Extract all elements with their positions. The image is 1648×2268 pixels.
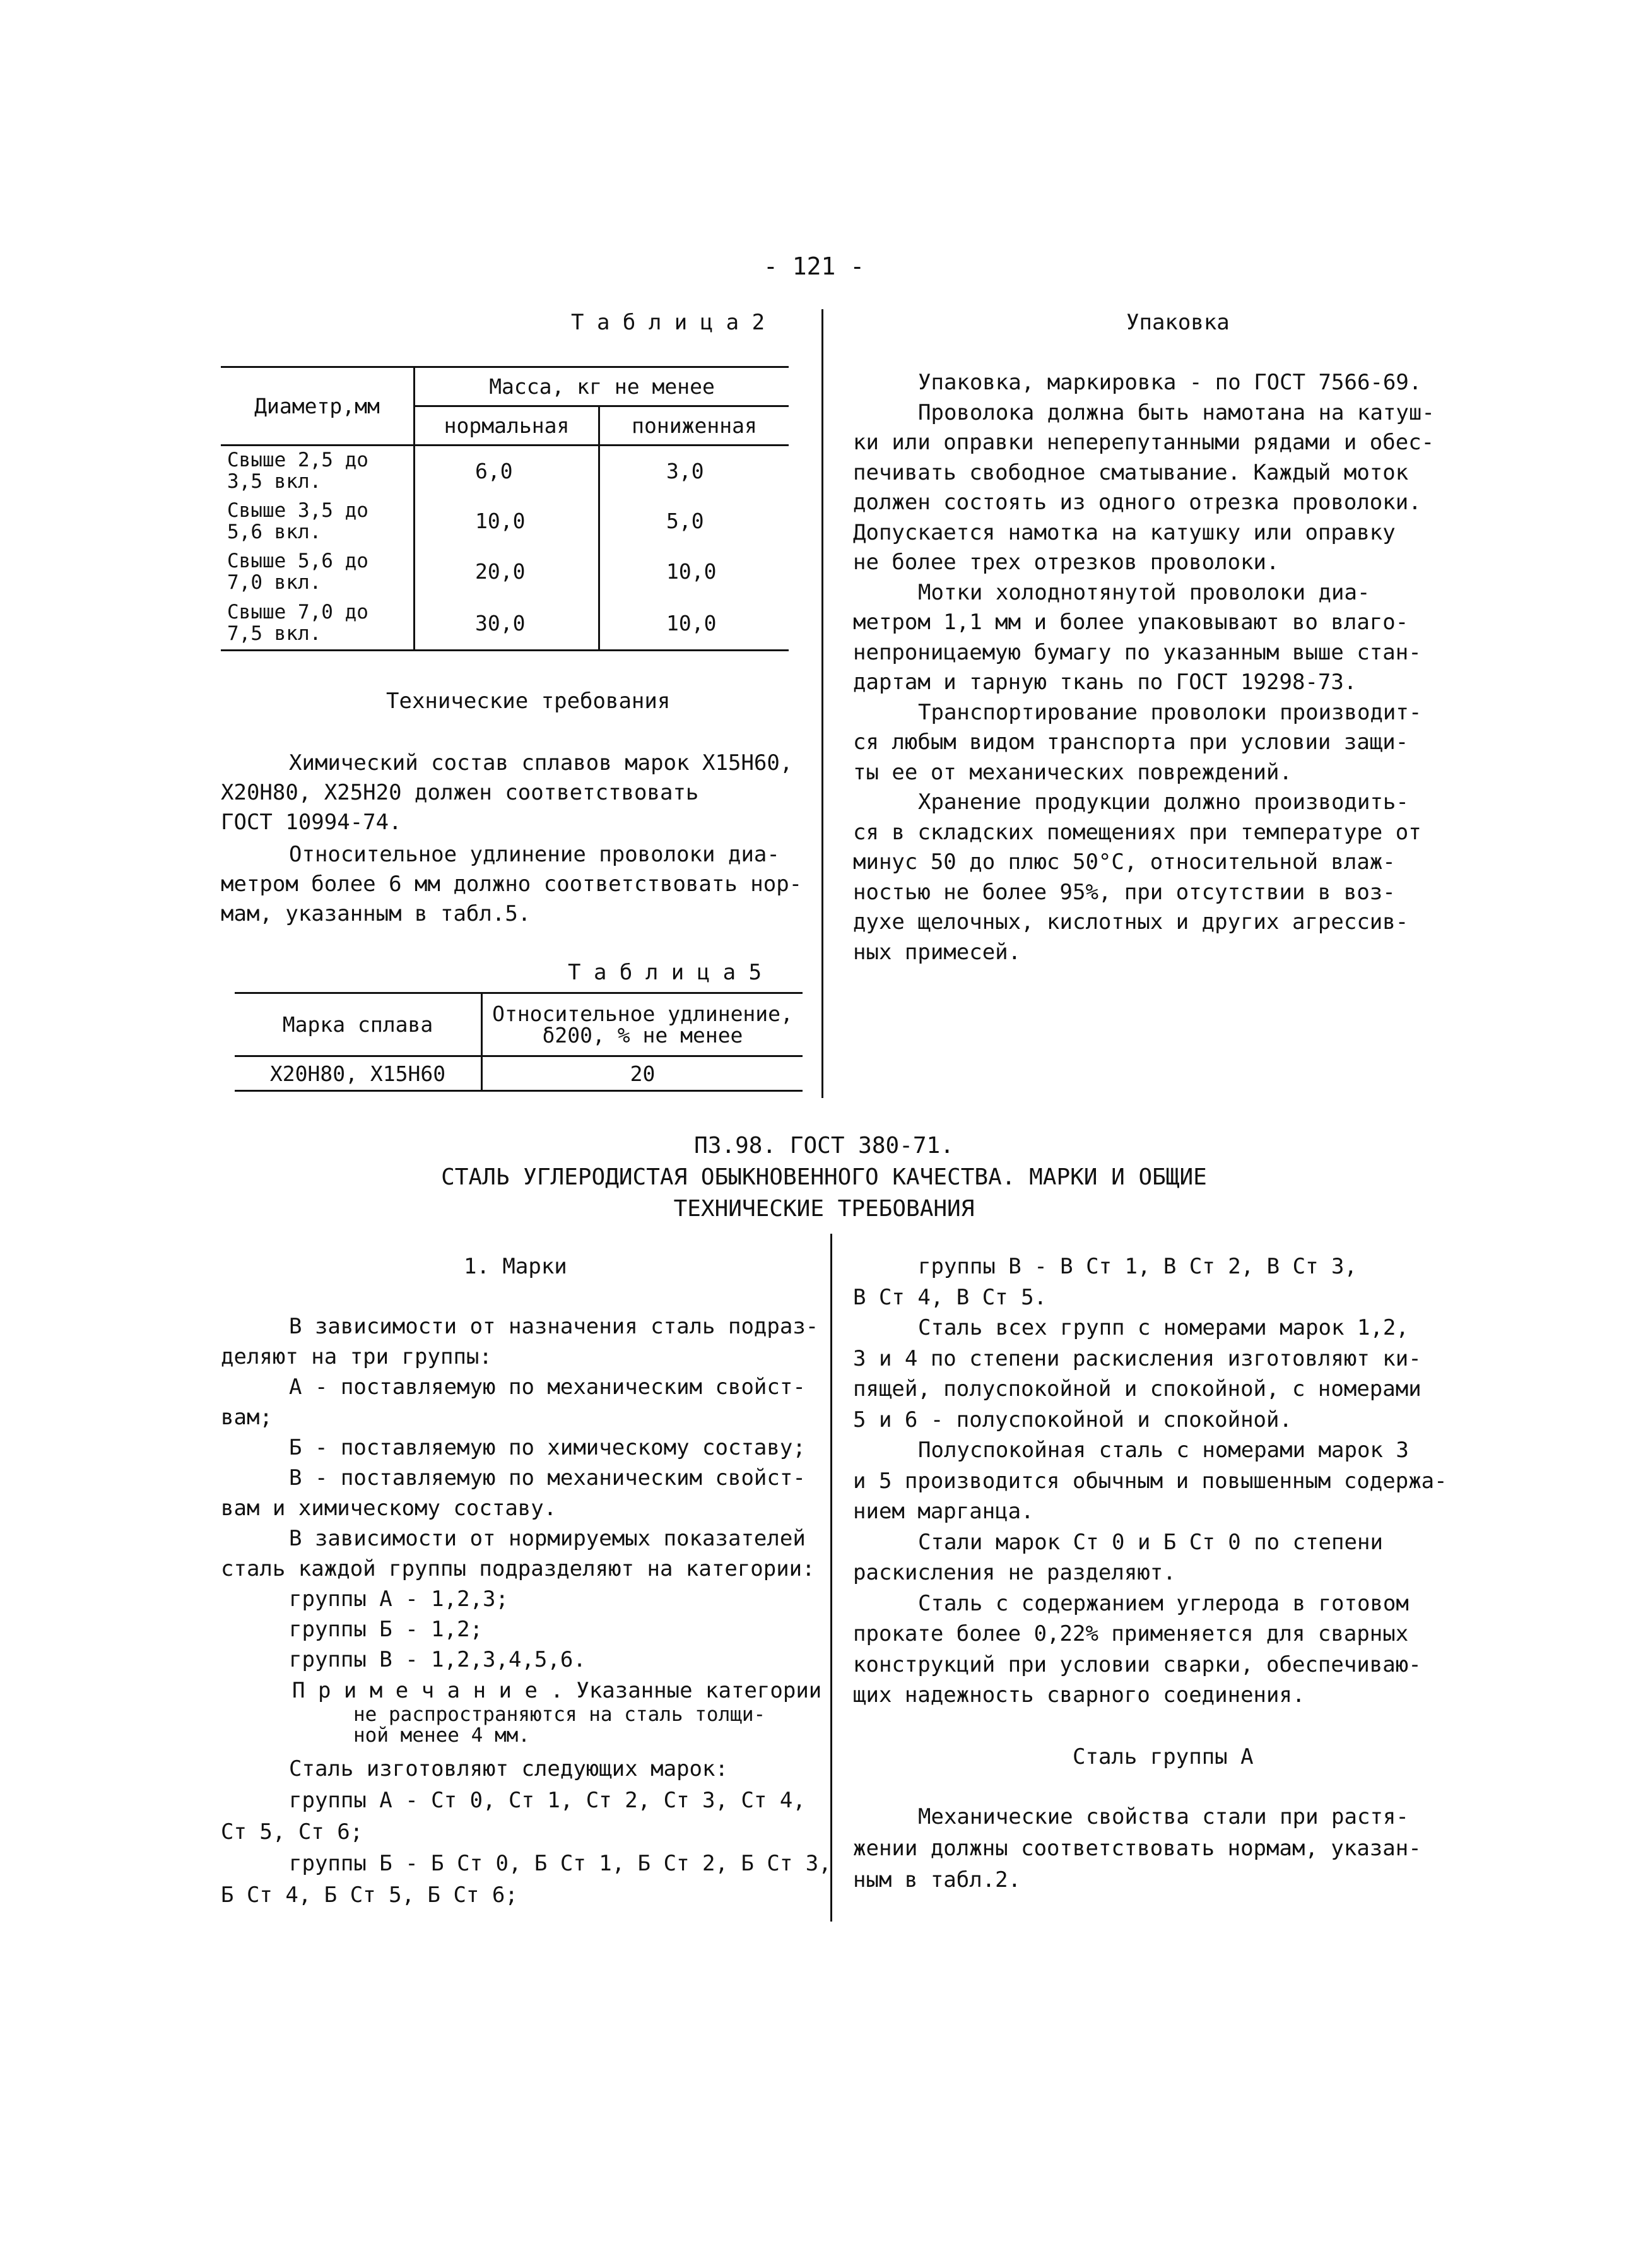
diam-line: Свыше 7,0 до bbox=[227, 601, 368, 624]
tech-p1-line: ГОСТ 10994-74. bbox=[221, 810, 402, 835]
table-5 bbox=[235, 992, 803, 1092]
text-line: группы А - 1,2,3; bbox=[289, 1586, 509, 1612]
diam-line: Свыше 5,6 до bbox=[227, 549, 368, 572]
text-line: ты ее от механических повреждений. bbox=[853, 759, 1292, 785]
text-line: Сталь изготовляют следующих марок: bbox=[289, 1756, 728, 1781]
column-divider-top bbox=[821, 309, 823, 1098]
table5-head-elong-line: δ200, % не менее bbox=[542, 1022, 743, 1048]
text-line: раскисления не разделяют. bbox=[853, 1560, 1176, 1585]
text-line: В Ст 4, В Ст 5. bbox=[853, 1284, 1047, 1310]
text-line: вам; bbox=[221, 1405, 273, 1430]
text-line: ки или оправки неперепутанными рядами и обес- bbox=[853, 430, 1435, 455]
diam-line: 5,6 вкл. bbox=[227, 520, 322, 543]
table-cell bbox=[221, 446, 415, 496]
text-line: В зависимости от назначения сталь подраз- bbox=[289, 1314, 819, 1339]
note-text: Указанные категории bbox=[563, 1678, 822, 1703]
table2-head-mass: Масса, кг не менее bbox=[415, 367, 789, 406]
text-line: ся любым видом транспорта при условии защи- bbox=[853, 729, 1409, 755]
tech-p1-line: Х20Н80, Х25Н20 должен соответствовать bbox=[221, 780, 699, 805]
page-number: - 121 - bbox=[763, 252, 865, 280]
table5-head-elong-line: Относительное удлинение, bbox=[492, 1001, 793, 1026]
text-line: группы А - Ст 0, Ст 1, Ст 2, Ст 3, Ст 4, bbox=[289, 1788, 806, 1813]
diam-line: Свыше 2,5 до bbox=[227, 449, 368, 472]
table-cell: 10,0 bbox=[599, 597, 789, 651]
section-title-main: СТАЛЬ УГЛЕРОДИСТАЯ ОБЫКНОВЕННОГО КАЧЕСТВА. МАРКИ И ОБЩИЕ bbox=[441, 1164, 1207, 1190]
diam-line: Свыше 3,5 до bbox=[227, 499, 368, 522]
diam-line: 7,0 вкл. bbox=[227, 570, 322, 594]
text-line: А - поставляемую по механическим свойст- bbox=[289, 1374, 806, 1400]
table2-head-reduced: пониженная bbox=[599, 406, 789, 446]
text-line: Упаковка, маркировка - по ГОСТ 7566-69. bbox=[918, 370, 1422, 395]
text-line: Б Ст 4, Б Ст 5, Б Ст 6; bbox=[221, 1882, 518, 1908]
text-line: Мотки холоднотянутой проволоки диа- bbox=[918, 579, 1370, 605]
table5-head-grade: Марка сплава bbox=[235, 993, 482, 1056]
text-line: Ст 5, Ст 6; bbox=[221, 1819, 363, 1845]
text-line: Хранение продукции должно производить- bbox=[918, 789, 1409, 815]
text-line: конструкций при условии сварки, обеспечиваю- bbox=[853, 1651, 1421, 1677]
table-cell bbox=[221, 597, 415, 651]
text-line: Транспортирование проволоки производит- bbox=[918, 699, 1422, 725]
text-line: группы В - В Ст 1, В Ст 2, В Ст 3, bbox=[918, 1254, 1357, 1279]
table-cell: 30,0 bbox=[415, 597, 599, 651]
table2-caption: Т а б л и ц а 2 bbox=[571, 310, 765, 335]
section-title-sub: ТЕХНИЧЕСКИЕ ТРЕБОВАНИЯ bbox=[673, 1196, 975, 1222]
column-divider-bottom bbox=[830, 1234, 832, 1922]
text-line: В - поставляемую по механическим свойст- bbox=[289, 1465, 806, 1491]
diam-line: 3,5 вкл. bbox=[227, 470, 322, 493]
pack-heading: Упаковка bbox=[1126, 310, 1230, 335]
table5-value: 20 bbox=[482, 1056, 803, 1091]
text-line: щих надежность сварного соединения. bbox=[853, 1682, 1305, 1708]
table5-head-elongation bbox=[482, 993, 803, 1056]
text-line: минус 50 до плюс 50°С, относительной влаж- bbox=[853, 849, 1396, 875]
note-line: ной менее 4 мм. bbox=[353, 1724, 530, 1747]
text-line: прокате более 0,22% применяется для сварных bbox=[853, 1621, 1409, 1646]
text-line: вам и химическому составу. bbox=[221, 1496, 557, 1521]
text-line: ным в табл.2. bbox=[853, 1867, 1021, 1893]
text-line: группы В - 1,2,3,4,5,6. bbox=[289, 1647, 586, 1672]
text-line: жении должны соответствовать нормам, указан- bbox=[853, 1836, 1421, 1861]
text-line: дартам и тарную ткань по ГОСТ 19298-73. bbox=[853, 670, 1357, 695]
text-line: Полуспокойная сталь с номерами марок 3 bbox=[918, 1438, 1409, 1463]
text-line: Стали марок Ст 0 и Б Ст 0 по степени bbox=[918, 1529, 1383, 1555]
text-line: Сталь с содержанием углерода в готовом bbox=[918, 1590, 1409, 1616]
text-line: группы Б - 1,2; bbox=[289, 1617, 483, 1642]
diam-line: 7,5 вкл. bbox=[227, 622, 322, 646]
tech-p2-line: Относительное удлинение проволоки диа- bbox=[289, 842, 780, 867]
table-cell bbox=[221, 496, 415, 546]
text-line: Проволока должна быть намотана на катуш- bbox=[918, 399, 1435, 425]
text-line: 3 и 4 по степени раскисления изготовляют ки- bbox=[853, 1345, 1421, 1371]
text-line: и 5 производится обычным и повышенным содержа- bbox=[853, 1468, 1447, 1494]
text-line: не более трех отрезков проволоки. bbox=[853, 550, 1280, 575]
text-line: деляют на три группы: bbox=[221, 1344, 492, 1369]
text-line: Б - поставляемую по химическому составу; bbox=[289, 1435, 806, 1460]
text-line: печивать свободное сматывание. Каждый моток bbox=[853, 459, 1409, 485]
note-line: не распространяются на сталь толщи- bbox=[353, 1703, 766, 1726]
tech-heading: Технические требования bbox=[386, 688, 671, 714]
text-line: непроницаемую бумагу по указанным выше стан- bbox=[853, 639, 1421, 665]
tech-p2-line: мам, указанным в табл.5. bbox=[221, 901, 531, 926]
table-cell: 5,0 bbox=[599, 496, 789, 546]
text-line: ся в складских помещениях при температуре от bbox=[853, 819, 1421, 845]
text-line: Сталь всех групп с номерами марок 1,2, bbox=[918, 1315, 1409, 1340]
text-line: сталь каждой группы подразделяют на категории: bbox=[221, 1556, 815, 1581]
text-line: нием марганца. bbox=[853, 1499, 1034, 1524]
table-cell bbox=[221, 546, 415, 597]
table2-head-diameter: Диаметр,мм bbox=[221, 367, 415, 446]
table-cell: 20,0 bbox=[415, 546, 599, 597]
table-cell: 10,0 bbox=[599, 546, 789, 597]
table-cell: 3,0 bbox=[599, 446, 789, 496]
text-line: 5 и 6 - полуспокойной и спокойной. bbox=[853, 1407, 1292, 1432]
text-line: должен состоять из одного отрезка проволоки. bbox=[853, 490, 1421, 515]
text-line: пящей, полуспокойной и спокойной, с номерами bbox=[853, 1376, 1421, 1402]
table-cell: 10,0 bbox=[415, 496, 599, 546]
table2-head-normal: нормальная bbox=[415, 406, 599, 446]
section-title-number: П3.98. ГОСТ 380-71. bbox=[694, 1133, 954, 1159]
tech-p1-line: Химический состав сплавов марок Х15Н60, bbox=[289, 750, 793, 776]
table-cell: 6,0 bbox=[415, 446, 599, 496]
table5-caption: Т а б л и ц а 5 bbox=[568, 960, 762, 985]
text-line: Допускается намотка на катушку или оправку bbox=[853, 519, 1396, 545]
note-label: П р и м е ч а н и е . bbox=[292, 1678, 563, 1703]
text-line: Механические свойства стали при растя- bbox=[918, 1804, 1409, 1829]
text-line: В зависимости от нормируемых показателей bbox=[289, 1526, 806, 1551]
text-line: ностью не более 95%, при отсутствии в воз- bbox=[853, 879, 1396, 905]
marks-heading: 1. Марки bbox=[464, 1254, 567, 1279]
tech-p2-line: метром более 6 мм должно соответствовать нор- bbox=[221, 871, 803, 897]
text-line: ных примесей. bbox=[853, 939, 1021, 965]
table5-grade: Х20Н80, Х15Н60 bbox=[235, 1056, 482, 1091]
text-line: группы Б - Б Ст 0, Б Ст 1, Б Ст 2, Б Ст 3, bbox=[289, 1851, 832, 1876]
table-2 bbox=[221, 366, 789, 651]
steel-group-a-heading: Сталь группы А bbox=[1073, 1744, 1254, 1769]
text-line: духе щелочных, кислотных и других агрессив- bbox=[853, 909, 1409, 935]
text-line: метром 1,1 мм и более упаковывают во влаго- bbox=[853, 610, 1409, 635]
note-line bbox=[292, 1675, 821, 1706]
